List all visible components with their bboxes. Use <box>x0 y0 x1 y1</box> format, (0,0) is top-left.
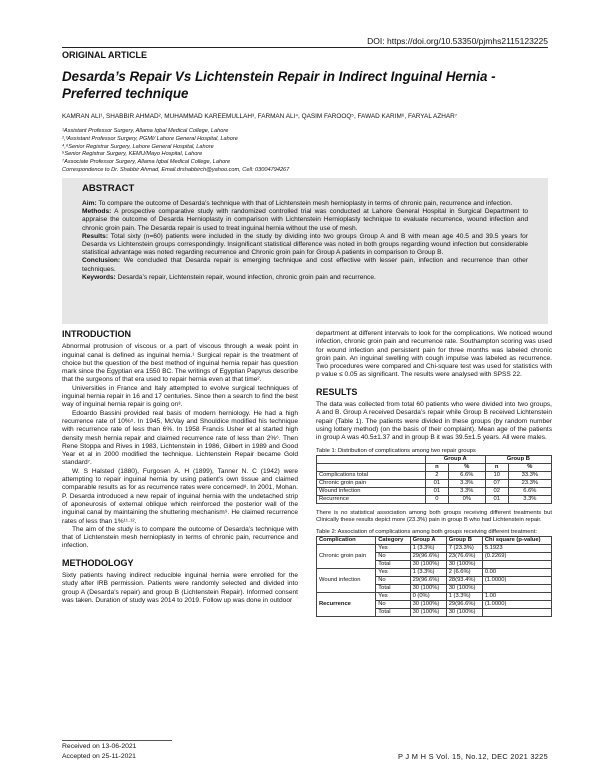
table-cell: No <box>376 552 410 560</box>
correspondence-line: Correspondence to Dr. Shabbir Ahmad, Email.drshabbirch@yahoo.com, Cell: 03004794267 <box>62 166 290 173</box>
keywords-text: Desarda’s repair, Lichtenstein repair, wound infection, chronic groin pain and recurrence. <box>115 273 376 281</box>
right-column <box>316 330 552 617</box>
table-cell: 01 <box>425 479 448 487</box>
article-dates <box>62 742 136 761</box>
table-cell: 2 <box>425 471 448 479</box>
table-cell: 23.3% <box>508 479 551 487</box>
left-column <box>62 330 298 605</box>
abstract-conclusion <box>82 257 528 273</box>
table-cell: 01 <box>425 487 448 495</box>
table-cell: 0 <box>425 495 448 503</box>
table1-caption: Table 1: Distribution of complications among two repair groups <box>316 447 476 454</box>
table-cell: 30 (100%) <box>446 608 482 616</box>
table-cell: 6.6% <box>448 471 485 479</box>
table-cell: No <box>376 600 410 608</box>
page-footer: P J M H S Vol. 15, No.12, DEC 2021 3225 <box>397 752 548 761</box>
table-header-cell: Category <box>376 536 410 544</box>
intro-paragraph: Abnormal protrusion of viscous or a part of viscous through a weak point in inguinal canal is defined as inguinal hernia.¹ Surgical repair is the treatment of choice but the question of the best method of inguinal hernia repair has question mark since the Egyptian era 1550 BC. The writings of Egyptian Papyrus describe that the surgeons of that era used to repair hernia even at that time². <box>62 343 298 384</box>
table-cell: Total <box>376 584 410 592</box>
table-header-cell <box>317 455 426 463</box>
affiliation-line: ⁵Senior Registrar Surgery, KEMU/Mayo Hospital, Lahore <box>62 151 203 158</box>
received-date: Received on 13-06-2021 <box>62 743 137 750</box>
table-cell: 01 <box>485 495 508 503</box>
table1 <box>316 455 552 504</box>
methodology-paragraph: Sixty patients having indirect reducible inguinal hernia were enrolled for the study after IRB permission. Patients were randomly selected and divided into group A (Desarda’s repair) and group B (Lichtenstein Repair). Informed consent was taken. Duration of study was 2014 to 2019. Follow up was done in outdoor <box>62 572 298 604</box>
table-cell: Wound infection <box>317 487 426 495</box>
methodology-paragraph: department at different intervals to look for the complications. We noticed wound infection, chronic groin pain and recurrence rate. Southampton scoring was used for wound infection and persistent pain for three months was labeled chronic groin pain. An inguinal swelling with cough impulse was labeled as recurrence. Two procedures were compared and Chi-square test was used for statistics with p value ≤ 0.05 as significant. The results were analysed with SPSS 22. <box>316 330 552 379</box>
table2-caption: Table 2: Association of complications among both groups receiving different treatment: <box>316 528 537 535</box>
table-cell: Yes <box>376 568 410 576</box>
results-text: Total sixty (n=60) patients were included in the study by dividing into two groups Group A and B with mean age 40.5 and 39.5 years for Desarda vs Lichtenstein groups correspondingly. Insignificant statistical difference was noted in both groups regarding wound infection but considerable statistical advantage was noted regarding recurrence and Chronic groin pain for Group A patients in comparison to Group B. <box>82 232 528 257</box>
table-row <box>317 568 552 576</box>
table-cell: 23(76.6%) <box>446 552 482 560</box>
affiliation-line: ⁴,⁶Senior Registrar Surgery, Lahore General Hospital, Lahore <box>62 143 214 150</box>
table-note: There is no statistical association among both groups receiving different treatments but Clinically these results depict more (23.3%) pain in group B who had Lichtenstein repair. <box>316 509 552 523</box>
table-cell: 29(96.6%) <box>410 576 446 584</box>
table-cell: 02 <box>485 487 508 495</box>
table-header-cell <box>317 463 426 471</box>
article-type: ORIGINAL ARTICLE <box>62 50 147 60</box>
introduction-heading: INTRODUCTION <box>62 329 131 339</box>
abstract-aim <box>82 200 528 208</box>
table-row <box>317 592 552 600</box>
conclusion-label: Conclusion: <box>82 257 121 265</box>
table-cell: 1 (3.3%) <box>410 568 446 576</box>
table-header-cell: n <box>485 463 508 471</box>
table-cell: 6.6% <box>508 487 551 495</box>
table-cell: 1 (3.3%) <box>446 592 482 600</box>
table-cell: Total <box>376 608 410 616</box>
table-header-row <box>317 536 552 544</box>
table-cell: 30 (100%) <box>410 560 446 568</box>
table-cell: 29(96.6%) <box>446 600 482 608</box>
table-row <box>317 471 552 479</box>
doi-link[interactable]: DOI: https://doi.org/10.53350/pjmhs2115123225 <box>367 36 548 46</box>
table-row <box>317 487 552 495</box>
table-cell: 3.3% <box>448 487 485 495</box>
table-group-cell: Chronic groin pain <box>317 544 376 568</box>
aim-text: To compare the outcome of Desarda’s technique with that of Lichtenstein mesh hernioplasty in terms of chronic pain, recurrence and infection. <box>96 200 513 207</box>
table-header-cell: % <box>508 463 551 471</box>
abstract-results <box>82 233 528 258</box>
table-cell: 7 (23.3%) <box>446 544 482 552</box>
aim-label: Aim: <box>82 200 97 207</box>
table-header-row <box>317 455 552 463</box>
table-header-cell: % <box>448 463 485 471</box>
methods-label: Methods: <box>82 208 112 216</box>
table-header-cell: Group A <box>410 536 446 544</box>
methodology-heading: METHODOLOGY <box>62 557 134 568</box>
table-header-row <box>317 463 552 471</box>
table-cell: 0.00 <box>482 568 551 576</box>
table-row <box>317 544 552 552</box>
header-rule <box>62 47 548 48</box>
accepted-date: Accepted on 25-11-2021 <box>62 752 136 760</box>
table-header-cell: n <box>425 463 448 471</box>
table-cell: (0.2269) <box>482 552 551 560</box>
table-cell: 5.1923 <box>482 544 551 552</box>
table-cell: Chronic groin pain <box>317 479 426 487</box>
abstract-keywords <box>82 274 528 282</box>
table-group-cell: Wound infection <box>317 568 376 592</box>
abstract-heading: ABSTRACT <box>82 183 135 194</box>
table-row <box>317 495 552 503</box>
table-header-cell: Group B <box>485 455 551 463</box>
conclusion-text: We concluded that Desarda repair is emerging technique and cost effective with lesser pain, infection and recurrence than other techniques. <box>82 257 528 273</box>
table-cell: 3.3% <box>448 479 485 487</box>
abstract-methods <box>82 208 528 233</box>
methods-text: A prospective comparative study with randomized controlled trial was conducted at Lahore General Hospital in Surgical Department to appraise the outcome of Desarda Hernioplasty in comparison with Lichtenstein Hernioplasty technique to evaluate recurrence, wound infection and chronic groin pain. The Desarda repair is used to treat inguinal hernia without the use of mesh. <box>82 208 528 232</box>
table-cell: 2 (6.6%) <box>446 568 482 576</box>
paper-title: Desarda’s Repair Vs Lichtenstein Repair in Indirect Inguinal Hernia - Preferred technique <box>62 69 496 101</box>
table-cell: 28(93.4%) <box>446 576 482 584</box>
table-cell: Recurrence <box>317 495 426 503</box>
intro-paragraph: Universities in France and Italy attempted to evolve surgical techniques of inguinal hernia repair in 16 and 17 centuries. Since then a search to find the best way of inguinal hernia repair is going on³. <box>62 384 298 409</box>
table-header-cell: Group A <box>425 455 485 463</box>
table-cell: Yes <box>376 592 410 600</box>
table-cell: (1.0000) <box>482 576 551 584</box>
affiliation-line: ⁷Associate Professor Surgery, Allama Iqbal Medical College, Lahore <box>62 159 231 166</box>
table-row <box>317 479 552 487</box>
table-cell: 10 <box>485 471 508 479</box>
table-cell: Yes <box>376 544 410 552</box>
affiliations <box>62 128 548 175</box>
intro-paragraph: Edoardo Bassini provided real basis of modern herniology. He had a high recurrence rate of 10%⁵. In 1945, McVay and Shouldice modified his technique with recurrence rate of less than 6%. In 1958 Francis Usher et al started high density mesh hernia repair and claimed recurrence rate of less than 2%⁶. Then Rene Stoppa and Rives in 1983, Lichtenstein in 1986, Gilbert in 1989 and Good Year et al in 2000 modified the technique. Lichtenstein Repair became Gold standard⁷. <box>62 409 298 467</box>
table-cell: 33.3% <box>508 471 551 479</box>
affiliation-line: ²,³Assistant Professor Surgery, PGMI/ Lahore General Hospital, Lahore <box>62 135 238 142</box>
table-cell: No <box>376 576 410 584</box>
affiliation-line: ¹Assistant Professor Surgery, Allama Iqbal Medical College, Lahore <box>62 128 229 134</box>
author-list: KAMRAN ALI¹, SHABBIR AHMAD², MUHAMMAD KAREEMULLAH³, FARMAN ALI⁴, QASIM FAROOQ⁵, FAWAD KARIM⁶, FARYAL AZHAR⁷ <box>62 113 458 120</box>
results-label: Results: <box>82 232 109 240</box>
table-header-cell: Group B <box>446 536 482 544</box>
intro-paragraph: The aim of the study is to compare the outcome of Desarda’s technique with that of Lichtenstein mesh hernioplasty in terms of chronic pain, recurrence and infection. <box>62 525 298 550</box>
results-paragraph: The data was collected from total 60 patients who were divided into two groups, A and B. Group A received Desarda’s repair while Group B received Lichtenstein repair (Table 1). The patients were divided in these groups (by random number using lottery method) (on the basis of their complaint). Mean age of the patients in group A was 40.5±1.37 and in group B it was 39.5±1.5 years. All were males. <box>316 401 552 442</box>
abstract-box <box>62 178 548 324</box>
table-cell: 1.00 <box>482 592 551 600</box>
table-cell: (1.0000) <box>482 600 551 608</box>
table-cell: 30 (100%) <box>410 584 446 592</box>
intro-paragraph: W. S Halsted (1880), Furgosen A. H (1899), Tanner N. C (1942) were attempting to repair inguinal hernia by using patient’s own tissue and claimed comparable results as for as recurrence rates were concerned⁸. In 2001, Mohan. P. Desarda introduced a new repair of inguinal hernia with the undetached strip of aponeurosis of external oblique which reinforced the posterior wall of the inguinal canal by maintaining the shuttering mechanism⁹. He claimed recurrence rates of less than 1%¹¹·¹². <box>62 467 298 525</box>
table2 <box>316 536 552 617</box>
table-cell: 30 (100%) <box>446 584 482 592</box>
table-header-cell: Chi square (p-value) <box>482 536 551 544</box>
table-cell: 3.3% <box>508 495 551 503</box>
table-cell: 30 (100%) <box>446 560 482 568</box>
table-cell: 0% <box>448 495 485 503</box>
table-cell: 30 (100%) <box>410 608 446 616</box>
table-cell: 0 (0%) <box>410 592 446 600</box>
table-cell: Total <box>376 560 410 568</box>
keywords-label: Keywords: <box>82 273 116 281</box>
table-cell: Complications total <box>317 471 426 479</box>
table-cell: 30 (100%) <box>410 600 446 608</box>
table-cell: 29(96.6%) <box>410 552 446 560</box>
table-cell: 07 <box>485 479 508 487</box>
table-cell <box>482 608 551 616</box>
results-heading: RESULTS <box>316 386 358 397</box>
table-header-cell: Complication <box>317 536 376 544</box>
table-cell <box>482 560 551 568</box>
dates-rule <box>62 740 172 741</box>
table-cell: 1 (3.3%) <box>410 544 446 552</box>
table-cell <box>482 584 551 592</box>
table-group-cell: Recurrence <box>317 592 376 616</box>
